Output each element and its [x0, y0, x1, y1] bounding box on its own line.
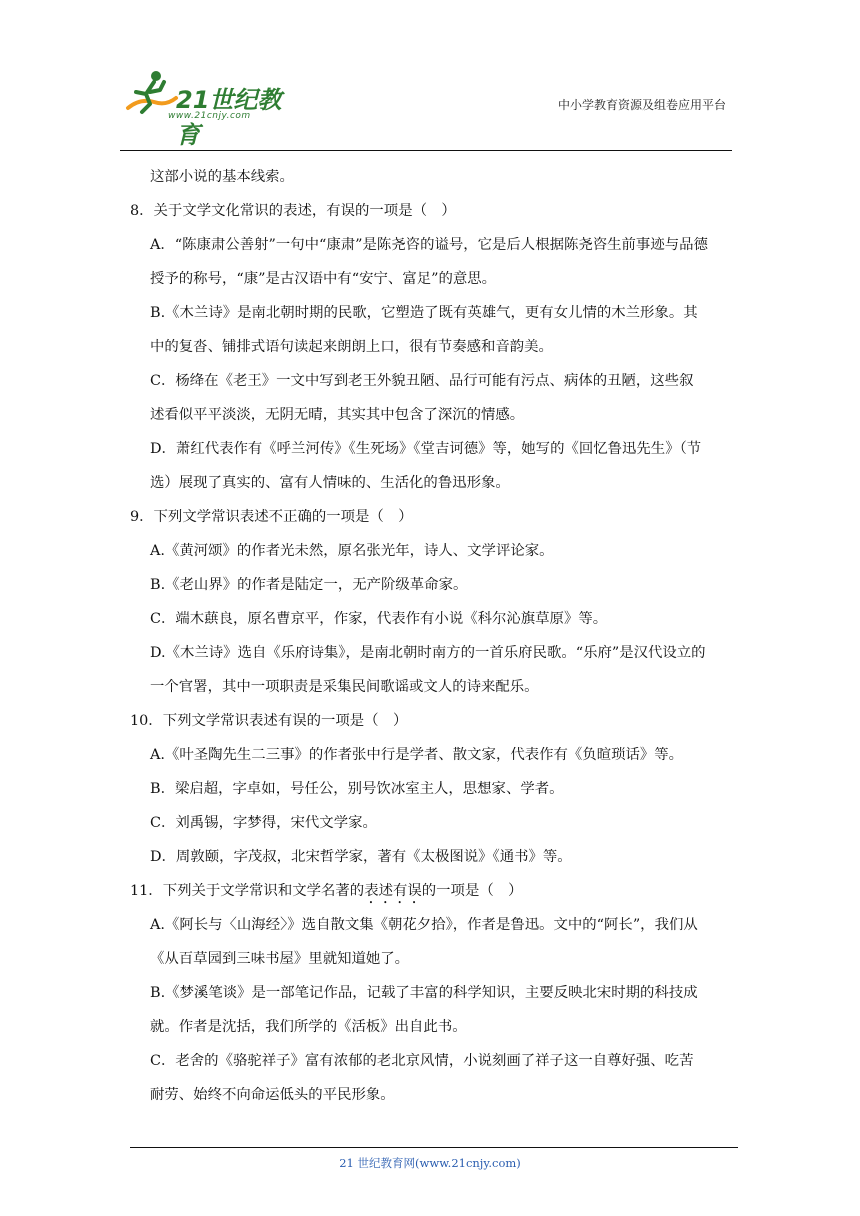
- q11-emphasis: 表述有误: [364, 883, 422, 899]
- site-logo: [120, 68, 290, 149]
- text-line: 就。作者是沈括，我们所学的《活板》出自此书。: [150, 1019, 467, 1035]
- document-body: [130, 160, 740, 1112]
- logo-url: www.21cnjy.com: [168, 111, 251, 121]
- text-line: A.《叶圣陶先生二三事》的作者张中行是学者、散文家，代表作有《负暄琐话》等。: [150, 747, 684, 763]
- text-line: 述看似平平淡淡，无阴无晴，其实其中包含了深沉的情感。: [150, 407, 525, 423]
- text-line: C．杨绛在《老王》一文中写到老王外貌丑陋、品行可能有污点、病体的丑陋，这些叙: [150, 373, 694, 389]
- text-line: A．“陈康肃公善射”一句中“康肃”是陈尧咨的谥号，它是后人根据陈尧咨生前事迹与品德: [150, 237, 708, 253]
- question-block-a: [130, 160, 740, 874]
- text-line: 授予的称号，“康”是古汉语中有“安宁、富足”的意思。: [150, 271, 497, 287]
- text-line: C．刘禹锡，字梦得，宋代文学家。: [150, 815, 377, 831]
- q11-suffix: 的一项是（ ）: [421, 883, 523, 899]
- text-line: D.《木兰诗》选自《乐府诗集》，是南北朝时南方的一首乐府民歌。“乐府”是汉代设立的: [150, 645, 706, 661]
- footer-divider: [130, 1147, 738, 1148]
- text-line: D．萧红代表作有《呼兰河传》《生死场》《堂吉诃德》等，她写的《回忆鲁迅先生》（节: [150, 441, 702, 457]
- text-line: B．梁启超，字卓如，号任公，别号饮冰室主人，思想家、学者。: [150, 781, 564, 797]
- page-header: [120, 60, 732, 154]
- footer-text: 21 世纪教育网(www.21cnjy.com): [339, 1156, 521, 1170]
- logo-text: 21世纪教育: [176, 86, 282, 149]
- text-line: 一个官署，其中一项职责是采集民间歌谣或文人的诗来配乐。: [150, 679, 539, 695]
- text-line: 选）展现了真实的、富有人情味的、生活化的鲁迅形象。: [150, 475, 510, 491]
- text-line: A.《阿长与〈山海经〉》选自散文集《朝花夕拾》，作者是鲁迅。文中的“阿长”，我们从: [150, 917, 698, 933]
- text-line: 这部小说的基本线索。: [150, 169, 294, 185]
- text-line: B.《梦溪笔谈》是一部笔记作品，记载了丰富的科学知识，主要反映北宋时期的科技成: [150, 985, 698, 1001]
- text-line: 8．关于文学文化常识的表述，有误的一项是（ ）: [130, 203, 456, 219]
- text-line: 《从百草园到三味书屋》里就知道她了。: [150, 951, 410, 967]
- text-line: 耐劳、始终不向命运低头的平民形象。: [150, 1087, 395, 1103]
- text-line: B.《木兰诗》是南北朝时期的民歌，它塑造了既有英雄气，更有女儿情的木兰形象。其: [150, 305, 698, 321]
- text-line: D．周敦颐，字茂叔，北宋哲学家，著有《太极图说》《通书》等。: [150, 849, 572, 865]
- header-divider: [120, 150, 732, 151]
- text-line: A.《黄河颂》的作者光未然，原名张光年，诗人、文学评论家。: [150, 543, 554, 559]
- q11-prefix: 11．下列关于文学常识和文学名著的: [130, 883, 365, 899]
- text-line: C．老舍的《骆驼祥子》富有浓郁的老北京风情，小说刻画了祥子这一自尊好强、吃苦: [150, 1053, 694, 1069]
- text-line: 中的复沓、铺排式语句读起来朗朗上口，很有节奏感和音韵美。: [150, 339, 553, 355]
- text-line: 9．下列文学常识表述不正确的一项是（ ）: [130, 509, 413, 525]
- text-line: C．端木蕻良，原名曹京平，作家，代表作有小说《科尔沁旗草原》等。: [150, 611, 608, 627]
- text-line: 10．下列文学常识表述有误的一项是（ ）: [130, 713, 408, 729]
- text-line: B.《老山界》的作者是陆定一，无产阶级革命家。: [150, 577, 468, 593]
- platform-label: 中小学教育资源及组卷应用平台: [557, 98, 726, 112]
- question-11-stem: [130, 874, 740, 908]
- question-block-b: [130, 908, 740, 1112]
